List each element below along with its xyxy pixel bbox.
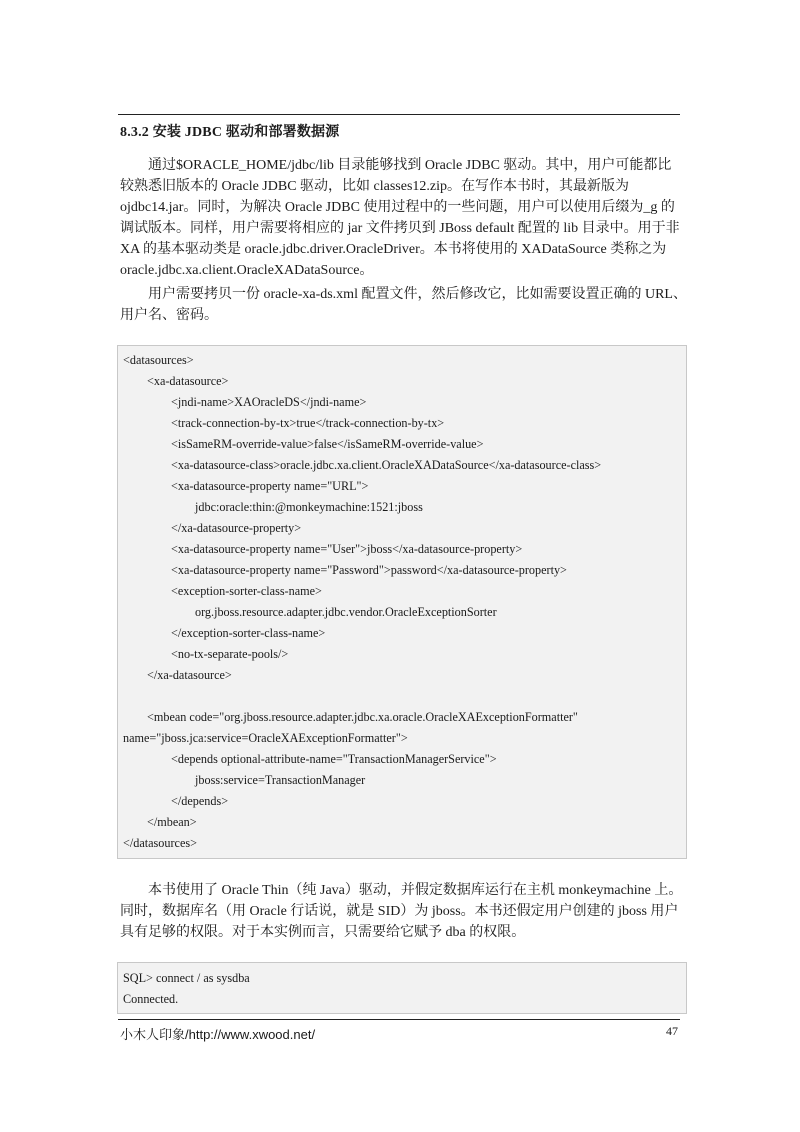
code-line: <xa-datasource-property name="User">jboss</xa-datasource-property>: [171, 542, 523, 556]
sql-code-block: [117, 962, 687, 1014]
code-line: </xa-datasource-property>: [171, 521, 302, 535]
paragraph-config-copy: [120, 284, 687, 326]
footer-site-text: 小木人印象/http://www.xwood.net/: [120, 1027, 316, 1042]
xml-code-block: [117, 345, 687, 859]
code-line: <xa-datasource-property name="Password">password</xa-datasource-property>: [171, 563, 567, 577]
code-line: <no-tx-separate-pools/>: [171, 647, 289, 661]
code-line: Connected.: [123, 992, 179, 1006]
section-heading: 8.3.2 安装 JDBC 驱动和部署数据源: [120, 125, 340, 140]
paragraph-thin-driver: [120, 880, 683, 943]
page-number: 47: [666, 1024, 678, 1038]
text-line: 用户名、密码。: [120, 308, 218, 323]
paragraph-jdbc-driver: [120, 155, 680, 281]
code-line: <jndi-name>XAOracleDS</jndi-name>: [171, 395, 367, 409]
code-line: </depends>: [171, 794, 229, 808]
text-line: 通过$ORACLE_HOME/jdbc/lib 目录能够找到 Oracle JDBC 驱动。其中，用户可能都比: [148, 158, 672, 173]
header-rule: [118, 114, 680, 115]
code-line: </mbean>: [147, 815, 197, 829]
code-line: <xa-datasource-class>oracle.jdbc.xa.client.OracleXADataSource</xa-datasource-class>: [171, 458, 602, 472]
text-line: 调试版本。同样，用户需要将相应的 jar 文件拷贝到 JBoss default 配置的 lib 目录中。用于非: [120, 221, 680, 236]
code-line: <datasources>: [123, 353, 194, 367]
text-line: XA 的基本驱动类是 oracle.jdbc.driver.OracleDriver。本书将使用的 XADataSource 类称之为: [120, 242, 667, 257]
code-line: name="jboss.jca:service=OracleXAExceptionFormatter">: [123, 731, 408, 745]
text-line: 具有足够的权限。对于本实例而言，只需要给它赋予 dba 的权限。: [120, 925, 526, 940]
text-line: 较熟悉旧版本的 Oracle JDBC 驱动，比如 classes12.zip。在写作本书时，其最新版为: [120, 179, 630, 194]
footer-rule: [118, 1019, 680, 1020]
code-line: <exception-sorter-class-name>: [171, 584, 322, 598]
code-line: </datasources>: [123, 836, 197, 850]
code-line: <depends optional-attribute-name="TransactionManagerService">: [171, 752, 497, 766]
text-line: 本书使用了 Oracle Thin（纯 Java）驱动，并假定数据库运行在主机 monkeymachine 上。: [148, 883, 683, 898]
code-line: jdbc:oracle:thin:@monkeymachine:1521:jboss: [195, 500, 423, 514]
text-line: ojdbc14.jar。同时，为解决 Oracle JDBC 使用过程中的一些问题，用户可以使用后缀为_g 的: [120, 200, 675, 215]
code-line: <xa-datasource>: [147, 374, 229, 388]
code-line: <isSameRM-override-value>false</isSameRM-override-value>: [171, 437, 484, 451]
code-line: org.jboss.resource.adapter.jdbc.vendor.OracleExceptionSorter: [195, 605, 497, 619]
text-line: oracle.jdbc.xa.client.OracleXADataSource。: [120, 263, 374, 278]
text-line: 同时，数据库名（用 Oracle 行话说，就是 SID）为 jboss。本书还假定用户创建的 jboss 用户: [120, 904, 679, 919]
text-line: 用户需要拷贝一份 oracle-xa-ds.xml 配置文件，然后修改它，比如需要设置正确的 URL、: [148, 287, 687, 302]
code-line: <track-connection-by-tx>true</track-connection-by-tx>: [171, 416, 445, 430]
code-line: </exception-sorter-class-name>: [171, 626, 326, 640]
code-line: jboss:service=TransactionManager: [195, 773, 366, 787]
code-line: SQL> connect / as sysdba: [123, 971, 250, 985]
code-line: <xa-datasource-property name="URL">: [171, 479, 369, 493]
code-line: </xa-datasource>: [147, 668, 232, 682]
code-line: <mbean code="org.jboss.resource.adapter.jdbc.xa.oracle.OracleXAExceptionFormatter": [147, 710, 578, 724]
